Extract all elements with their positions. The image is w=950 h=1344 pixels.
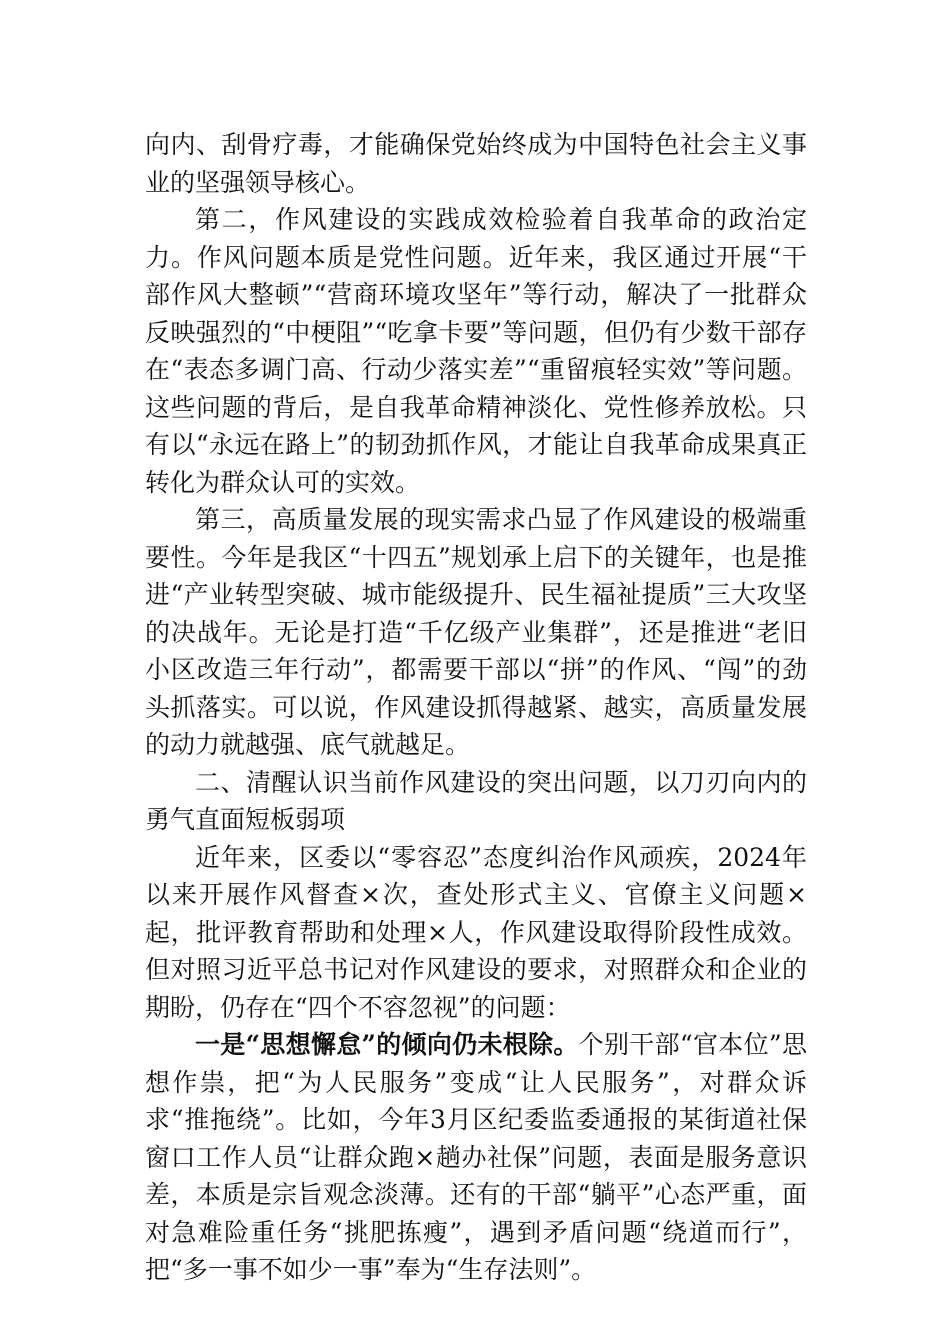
paragraph-recent-years: 近年来，区委以“零容忍”态度纠治作风顽疾，2024年以来开展作风督查×次，查处形式主义、官僚主义问题×起，批评教育帮助和处理×人，作风建设取得阶段性成效。但对照习近平总书记对作风建设的要求，对照群众和企业的期盼，仍存在“四个不容忽视”的问题： <box>145 842 807 1022</box>
document-body <box>145 126 807 1289</box>
paragraph-second-point: 第二，作风建设的实践成效检验着自我革命的政治定力。作风问题本质是党性问题。近年来，我区通过开展“干部作风大整顿”“营商环境攻坚年”等行动，解决了一批群众反映强烈的“中梗阻”“吃拿卡要”等问题，但仍有少数干部存在“表态多调门高、行动少落实差”“重留痕轻实效”等问题。这些问题的背后，是自我革命精神淡化、党性修养放松。只有以“永远在路上”的韧劲抓作风，才能让自我革命成果真正转化为群众认可的实效。 <box>145 205 807 497</box>
section-heading-two: 二、清醒认识当前作风建设的突出问题，以刀刃向内的勇气直面短板弱项 <box>145 767 807 834</box>
paragraph-continuation: 向内、刮骨疗毒，才能确保党始终成为中国特色社会主义事业的坚强领导核心。 <box>145 130 807 197</box>
paragraph-lead-bold: 一是“思想懈怠”的倾向仍未根除。 <box>195 1030 579 1059</box>
paragraph-first-problem-body: 个别干部“官本位”思想作祟，把“为人民服务”变成“让人民服务”，对群众诉求“推拖绕”。比如，今年3月区纪委监委通报的某街道社保窗口工作人员“让群众跑×趟办社保”问题，表面是服务意识差，本质是宗旨观念淡薄。还有的干部“躺平”心态严重，面对急难险重任务“挑肥拣瘦”，遇到矛盾问题“绕道而行”，把“多一事不如少一事”奉为“生存法则”。 <box>145 1030 807 1284</box>
paragraph-third-point: 第三，高质量发展的现实需求凸显了作风建设的极端重要性。今年是我区“十四五”规划承上启下的关键年，也是推进“产业转型突破、城市能级提升、民生福祉提质”三大攻坚的决战年。无论是打造“千亿级产业集群”，还是推进“老旧小区改造三年行动”，都需要干部以“拼”的作风、“闯”的劲头抓落实。可以说，作风建设抓得越紧、越实，高质量发展的动力就越强、底气就越足。 <box>145 505 807 759</box>
paragraph-first-problem <box>145 1026 807 1289</box>
